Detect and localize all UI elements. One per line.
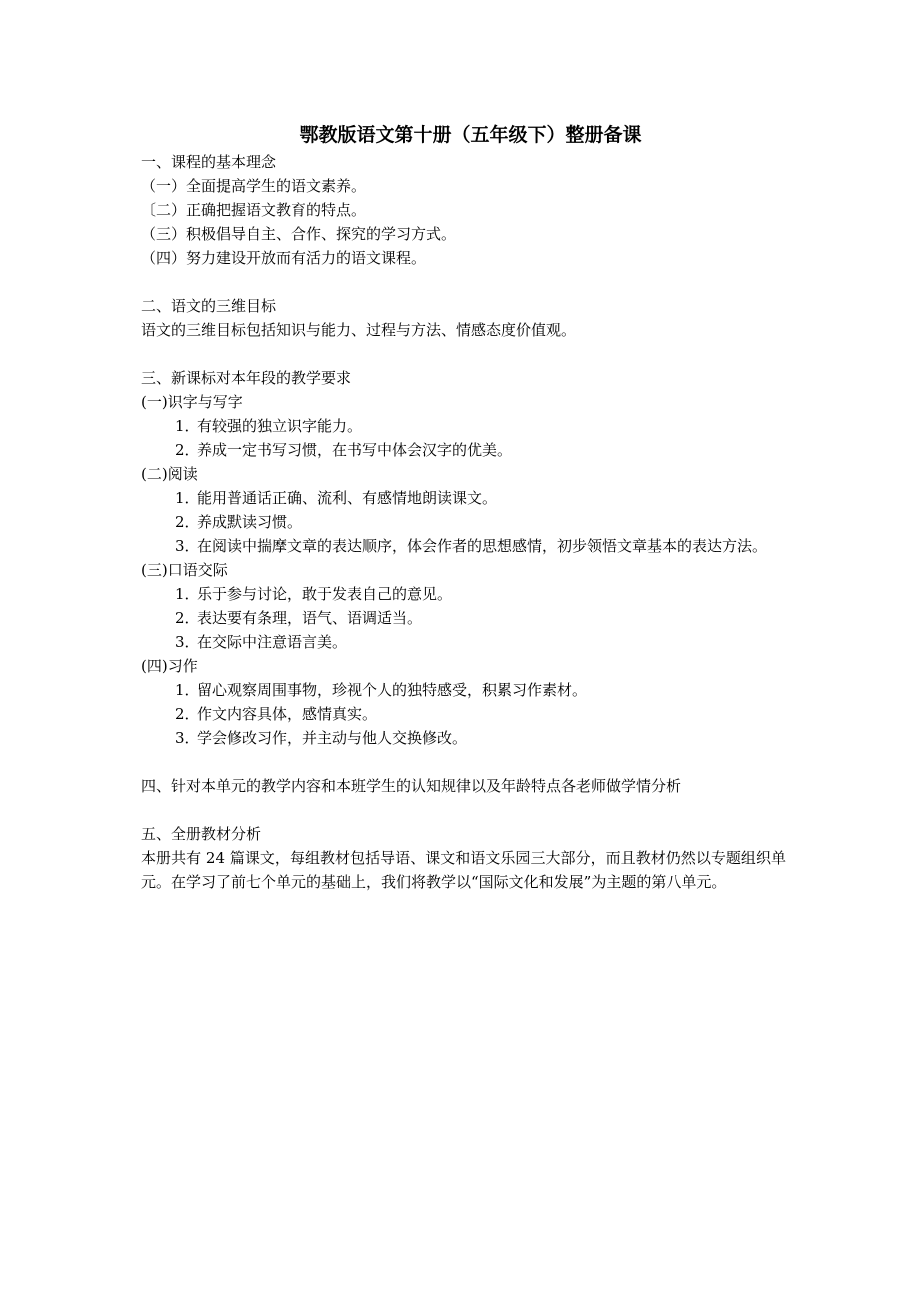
subsection-label: (三)口语交际 bbox=[141, 561, 228, 579]
section-2-heading: 二、语文的三维目标 bbox=[141, 297, 277, 315]
item-text: 有较强的独立识字能力。 bbox=[197, 417, 363, 435]
item-text: 乐于参与讨论，敢于发表自己的意见。 bbox=[197, 585, 453, 603]
section-5-heading: 五、全册教材分析 bbox=[141, 825, 262, 843]
section-1-item: （三）积极倡导自主、合作、探究的学习方式。 bbox=[141, 225, 457, 243]
item-number: 3． bbox=[175, 537, 200, 555]
item-number: 2． bbox=[175, 705, 200, 723]
section-2-body: 语文的三维目标包括知识与能力、过程与方法、情感态度价值观。 bbox=[141, 321, 577, 339]
item-number: 2． bbox=[175, 513, 200, 531]
item-number: 3． bbox=[175, 729, 200, 747]
subsection-label: (一)识字与写字 bbox=[141, 393, 243, 411]
item-text: 在交际中注意语言美。 bbox=[197, 633, 348, 651]
item-text: 表达要有条理，语气、语调适当。 bbox=[197, 609, 423, 627]
list-item bbox=[141, 582, 786, 606]
document-page bbox=[141, 120, 786, 894]
section-1-item: （四）努力建设开放而有活力的语文课程。 bbox=[141, 249, 427, 267]
item-text: 留心观察周围事物，珍视个人的独特感受，积累习作素材。 bbox=[197, 681, 588, 699]
list-item bbox=[141, 726, 786, 750]
item-text: 养成默读习惯。 bbox=[197, 513, 303, 531]
item-text: 养成一定书写习惯，在书写中体会汉字的优美。 bbox=[197, 441, 513, 459]
list-item bbox=[141, 630, 786, 654]
item-number: 1． bbox=[175, 489, 200, 507]
item-text: 作文内容具体，感情真实。 bbox=[197, 705, 378, 723]
list-item bbox=[141, 702, 786, 726]
item-number: 2． bbox=[175, 441, 200, 459]
item-number: 1． bbox=[175, 585, 200, 603]
document-title: 鄂教版语文第十册（五年级下）整册备课 bbox=[299, 124, 642, 146]
item-number: 1． bbox=[175, 681, 200, 699]
section-3-heading: 三、新课标对本年段的教学要求 bbox=[141, 369, 352, 387]
item-text: 在阅读中揣摩文章的表达顺序，体会作者的思想感情，初步领悟文章基本的表达方法。 bbox=[197, 537, 768, 555]
section-1-heading: 一、课程的基本理念 bbox=[141, 153, 277, 171]
item-number: 2． bbox=[175, 609, 200, 627]
item-text: 学会修改习作，并主动与他人交换修改。 bbox=[197, 729, 468, 747]
section-1-item: （一）全面提高学生的语文素养。 bbox=[141, 177, 367, 195]
section-4-heading: 四、针对本单元的教学内容和本班学生的认知规律以及年龄特点各老师做学情分析 bbox=[141, 777, 682, 795]
list-item bbox=[141, 438, 786, 462]
list-item bbox=[141, 606, 786, 630]
item-number: 3． bbox=[175, 633, 200, 651]
list-item bbox=[141, 678, 786, 702]
list-item bbox=[141, 510, 786, 534]
section-5-body: 本册共有 24 篇课文，每组教材包括导语、课文和语文乐园三大部分，而且教材仍然以专题组织单元。在学习了前七个单元的基础上，我们将教学以“国际文化和发展”为主题的第八单元。 bbox=[141, 849, 786, 891]
item-number: 1． bbox=[175, 417, 200, 435]
subsection-label: (二)阅读 bbox=[141, 465, 198, 483]
subsection-label: (四)习作 bbox=[141, 657, 198, 675]
list-item bbox=[141, 534, 786, 558]
item-text: 能用普通话正确、流利、有感情地朗读课文。 bbox=[197, 489, 498, 507]
spacer bbox=[141, 750, 786, 774]
list-item bbox=[141, 486, 786, 510]
spacer bbox=[141, 270, 786, 294]
section-1-item: 〔二）正确把握语文教育的特点。 bbox=[141, 201, 367, 219]
spacer bbox=[141, 342, 786, 366]
spacer bbox=[141, 798, 786, 822]
list-item bbox=[141, 414, 786, 438]
